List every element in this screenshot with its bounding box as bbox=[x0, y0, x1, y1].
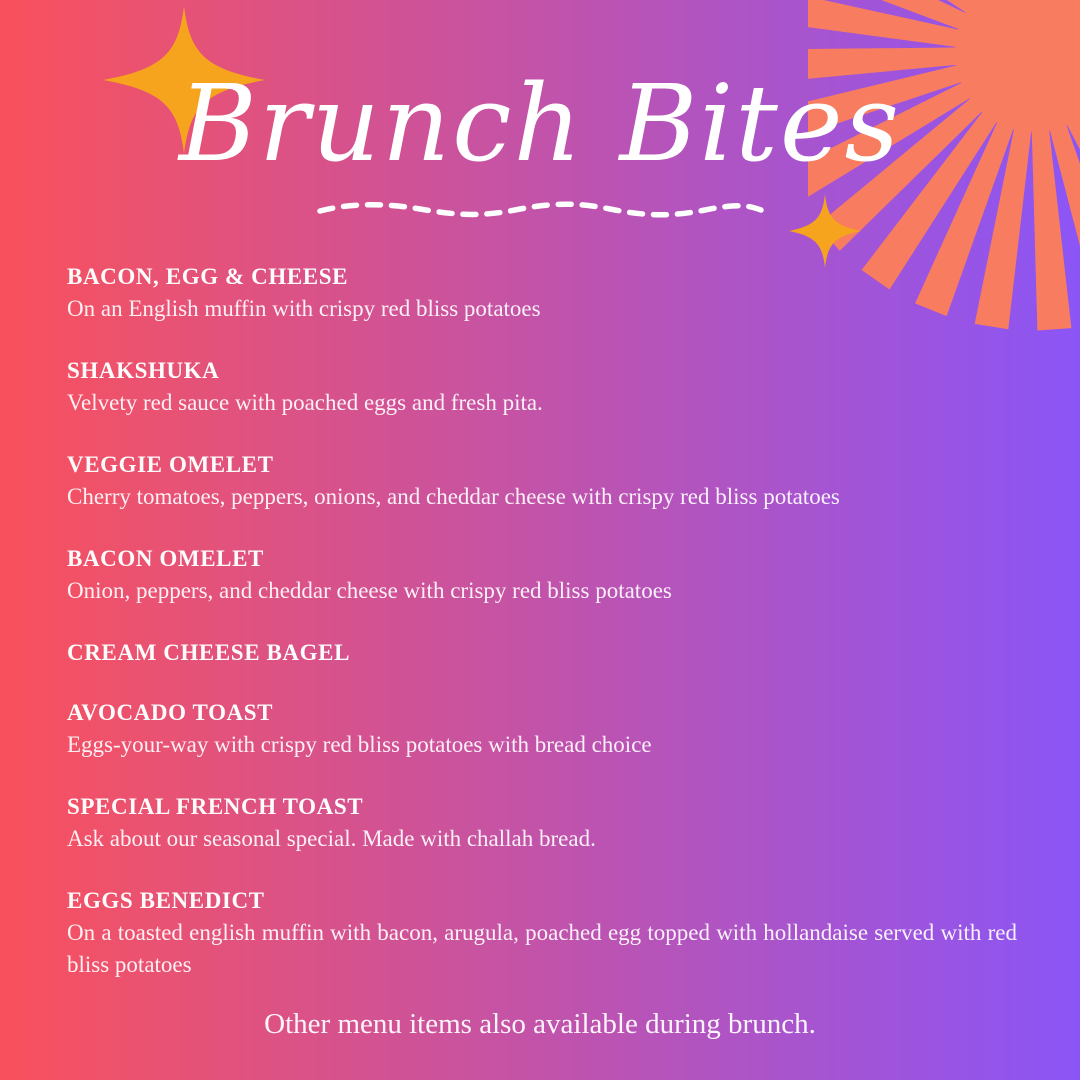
menu-item-description: Ask about our seasonal special. Made with challah bread. bbox=[67, 826, 596, 851]
menu-item bbox=[67, 450, 1017, 513]
menu-item bbox=[67, 638, 1017, 667]
menu-item-name: CREAM CHEESE BAGEL bbox=[67, 640, 351, 665]
menu-item bbox=[67, 262, 1017, 325]
menu-item-description: Eggs-your-way with crispy red bliss potatoes with bread choice bbox=[67, 732, 652, 757]
menu-footer-note: Other menu items also available during brunch. bbox=[264, 1008, 816, 1040]
menu-item-description: Velvety red sauce with poached eggs and fresh pita. bbox=[67, 390, 543, 415]
menu-item-name: BACON, EGG & CHEESE bbox=[67, 264, 349, 289]
menu-item-name: AVOCADO TOAST bbox=[67, 700, 274, 725]
menu-item bbox=[67, 792, 1017, 855]
menu-item-name: SPECIAL FRENCH TOAST bbox=[67, 794, 364, 819]
title-block bbox=[0, 58, 1080, 223]
menu-item bbox=[67, 886, 1017, 981]
menu-item-name: BACON OMELET bbox=[67, 546, 264, 571]
page-title: Brunch Bites bbox=[179, 62, 901, 185]
menu-item bbox=[67, 698, 1017, 761]
menu-item-name: SHAKSHUKA bbox=[67, 358, 220, 383]
dashed-wavy-underline-icon bbox=[315, 197, 765, 223]
menu-list bbox=[67, 262, 1017, 1012]
menu-item-description: Cherry tomatoes, peppers, onions, and cheddar cheese with crispy red bliss potatoes bbox=[67, 484, 840, 509]
menu-item-description: On a toasted english muffin with bacon, arugula, poached egg topped with hollandaise served with red bliss potatoes bbox=[67, 920, 1017, 977]
menu-item-name: EGGS BENEDICT bbox=[67, 888, 265, 913]
menu-item-description: On an English muffin with crispy red bliss potatoes bbox=[67, 296, 541, 321]
menu-item-description: Onion, peppers, and cheddar cheese with crispy red bliss potatoes bbox=[67, 578, 672, 603]
menu-item-name: VEGGIE OMELET bbox=[67, 452, 274, 477]
menu-item bbox=[67, 544, 1017, 607]
menu-item bbox=[67, 356, 1017, 419]
